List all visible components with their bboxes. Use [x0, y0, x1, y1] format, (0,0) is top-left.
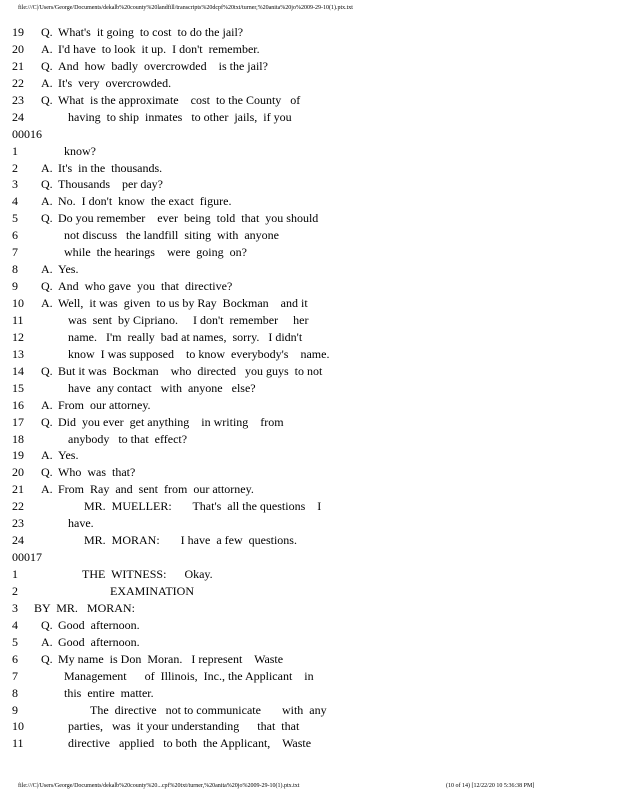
speaker-label: A.: [41, 448, 53, 463]
line-number: 5: [12, 211, 18, 226]
line-text: was sent by Cipriano. I don't remember her: [68, 312, 309, 327]
line-number: 18: [12, 431, 24, 446]
speaker-label: A.: [41, 482, 53, 497]
line-number: 7: [12, 245, 18, 260]
speaker-label: Q.: [41, 651, 53, 666]
line-number: 1: [12, 567, 18, 581]
line-number: 14: [12, 363, 24, 378]
line-number: 16: [12, 397, 24, 412]
line-text: Well, it was given to us by Ray Bockman and it: [58, 296, 308, 310]
line-text: MR. MUELLER: That's all the questions I: [84, 499, 322, 514]
line-text: What is the approximate cost to the County of: [58, 92, 301, 107]
line-number: 23: [12, 92, 24, 107]
line-number: 24: [12, 109, 24, 124]
line-text: Who was that?: [58, 465, 136, 480]
line-number: 1: [12, 143, 18, 158]
line-number: 19: [12, 25, 24, 39]
line-text: THE WITNESS: Okay.: [82, 567, 213, 581]
line-text: have any contact with anyone else?: [68, 380, 256, 395]
speaker-label: Q.: [41, 58, 53, 73]
line-number: 3: [12, 600, 18, 615]
speaker-label: A.: [41, 194, 53, 209]
line-text: And how badly overcrowded is the jail?: [58, 58, 268, 73]
line-text: EXAMINATION: [110, 583, 194, 598]
page-number: 00017: [12, 550, 42, 565]
line-number: 9: [12, 279, 18, 294]
line-text: know I was supposed to know everybody's name.: [68, 346, 330, 361]
line-text: not discuss the landfill siting with anyone: [64, 228, 279, 243]
line-number: 15: [12, 380, 24, 395]
line-text: BY MR. MORAN:: [34, 600, 135, 615]
footer-page-info: (10 of 14) [12/22/20 10 5:36:38 PM]: [446, 783, 535, 789]
line-number: 19: [12, 448, 24, 463]
line-number: 2: [12, 160, 18, 175]
line-text: know?: [64, 143, 96, 158]
line-text: Management of Illinois, Inc., the Applicant in: [64, 668, 314, 683]
line-text: anybody to that effect?: [68, 431, 188, 446]
line-number: 6: [12, 228, 18, 243]
line-number: 11: [12, 312, 24, 327]
line-number: 10: [12, 296, 24, 310]
line-text: MR. MORAN: I have a few questions.: [84, 533, 297, 548]
speaker-label: Q.: [41, 363, 53, 378]
speaker-label: Q.: [41, 465, 53, 480]
line-text: It's in the thousands.: [58, 160, 163, 175]
speaker-label: A.: [41, 634, 53, 649]
line-number: 4: [12, 194, 18, 209]
line-number: 7: [12, 668, 18, 683]
speaker-label: Q.: [41, 211, 53, 226]
line-text: It's very overcrowded.: [58, 75, 172, 90]
line-text: The directive not to communicate with any: [90, 702, 327, 717]
line-number: 11: [12, 736, 24, 751]
line-number: 17: [12, 414, 24, 429]
speaker-label: Q.: [41, 25, 53, 39]
line-number: 23: [12, 516, 24, 531]
page-number: 00016: [12, 126, 42, 141]
line-number: 21: [12, 482, 24, 497]
line-text: directive applied to both the Applicant, Waste: [68, 736, 312, 751]
speaker-label: Q.: [41, 92, 53, 107]
line-text: What's it going to cost to do the jail?: [58, 25, 244, 39]
line-text: My name is Don Moran. I represent Waste: [58, 651, 284, 666]
speaker-label: A.: [41, 262, 53, 277]
line-number: 24: [12, 533, 24, 548]
line-text: while the hearings were going on?: [64, 245, 247, 260]
line-number: 5: [12, 634, 18, 649]
line-number: 3: [12, 177, 18, 192]
line-number: 8: [12, 685, 18, 700]
speaker-label: A.: [41, 75, 53, 90]
speaker-label: A.: [41, 296, 53, 310]
line-text: having to ship inmates to other jails, if you: [68, 109, 292, 124]
speaker-label: Q.: [41, 617, 53, 632]
line-number: 21: [12, 58, 24, 73]
line-text: Did you ever get anything in writing from: [58, 414, 284, 429]
line-text: Yes.: [58, 262, 79, 277]
speaker-label: A.: [41, 160, 53, 175]
line-number: 2: [12, 583, 18, 598]
file-path-header: file:///C|/Users/George/Documents/dekalb%20county%20landfill/transcripts%20dcpf%20txt/turner,%20anita%20jo%2009-29-10(1).ptx.txt: [18, 5, 353, 11]
line-text: this entire matter.: [64, 685, 154, 700]
line-text: have.: [68, 516, 94, 531]
line-number: 9: [12, 702, 18, 717]
line-text: Do you remember ever being told that you should: [58, 211, 319, 226]
line-text: No. I don't know the exact figure.: [58, 194, 232, 209]
line-text: Thousands per day?: [58, 177, 163, 192]
speaker-label: Q.: [41, 414, 53, 429]
line-number: 22: [12, 75, 24, 90]
speaker-label: A.: [41, 397, 53, 412]
line-number: 20: [12, 465, 24, 480]
line-number: 4: [12, 617, 18, 632]
speaker-label: A.: [41, 41, 53, 56]
line-number: 20: [12, 41, 24, 56]
line-text: Good afternoon.: [58, 617, 140, 632]
line-text: Yes.: [58, 448, 79, 463]
line-text: And who gave you that directive?: [58, 279, 233, 294]
line-number: 6: [12, 651, 18, 666]
line-text: But it was Bockman who directed you guys to not: [58, 363, 323, 378]
speaker-label: Q.: [41, 177, 53, 192]
line-number: 10: [12, 719, 24, 734]
line-text: name. I'm really bad at names, sorry. I didn't: [68, 329, 303, 344]
line-number: 22: [12, 499, 24, 514]
line-text: From Ray and sent from our attorney.: [58, 482, 254, 497]
line-number: 13: [12, 346, 24, 361]
speaker-label: Q.: [41, 279, 53, 294]
line-text: I'd have to look it up. I don't remember.: [58, 41, 260, 56]
footer-path: file:///C|/Users/George/Documents/dekalb%20county%20...cpf%20txt/turner,%20anita%20jo%2009-29-10(1).ptx.txt: [18, 783, 300, 789]
line-text: From our attorney.: [58, 397, 151, 412]
line-number: 8: [12, 262, 18, 277]
line-text: Good afternoon.: [58, 634, 140, 649]
line-text: parties, was it your understanding that that: [68, 719, 300, 734]
line-number: 12: [12, 329, 24, 344]
